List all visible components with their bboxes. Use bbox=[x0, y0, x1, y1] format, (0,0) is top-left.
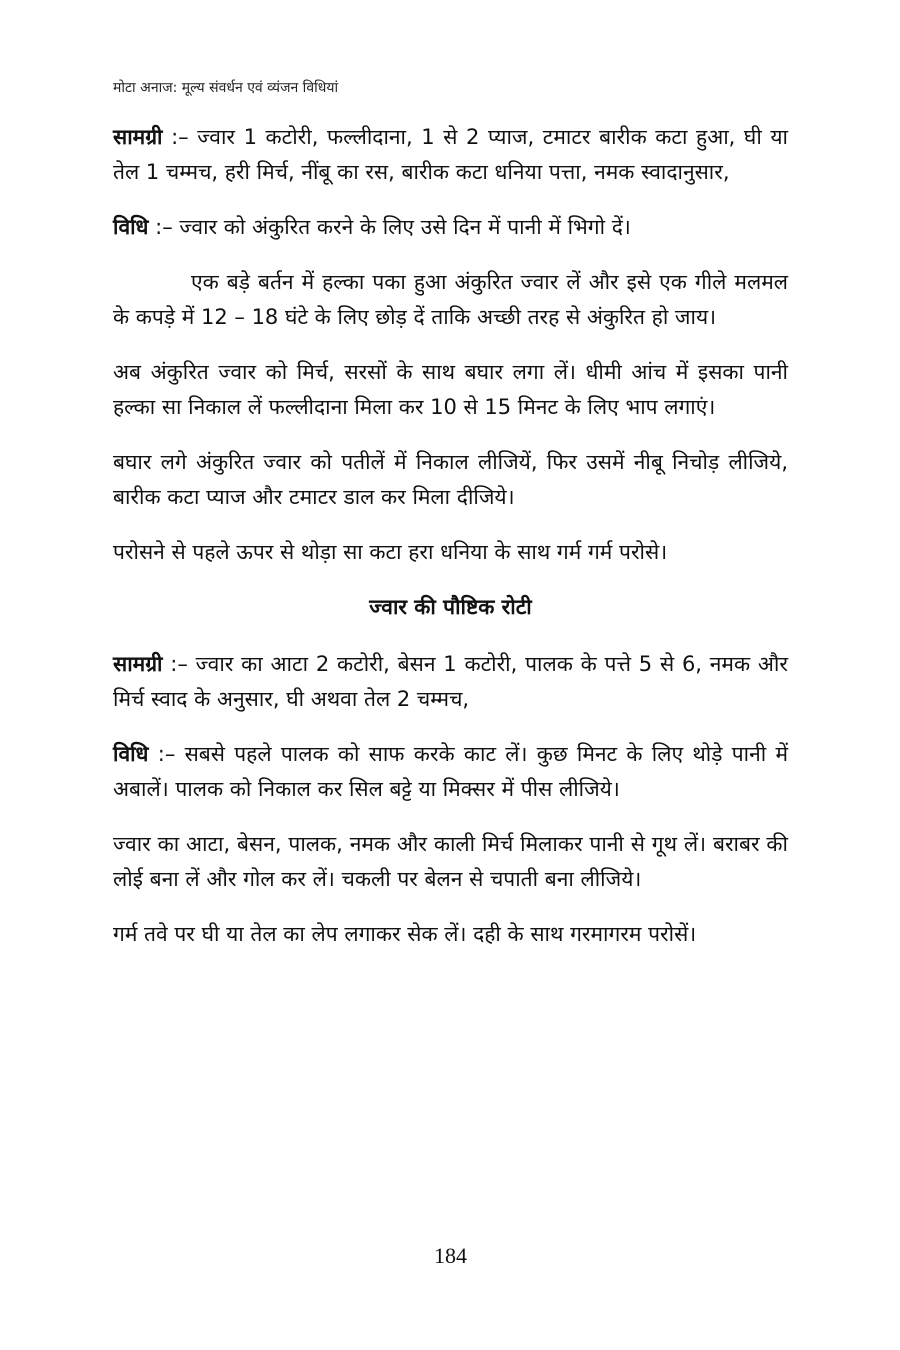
running-header: मोटा अनाज: मूल्य संवर्धन एवं व्यंजन विधियां bbox=[113, 80, 339, 96]
recipe2-step-paragraph: गर्म तवे पर घी या तेल का लेप लगाकर सेक लें। दही के साथ गरमागरम परोसें। bbox=[113, 922, 697, 946]
method-label: विधि bbox=[113, 215, 149, 239]
book-page bbox=[113, 0, 788, 1350]
recipe1-method bbox=[113, 210, 788, 245]
page-body bbox=[113, 120, 788, 972]
recipe1-step-paragraph: अब अंकुरित ज्वार को मिर्च, सरसों के साथ बघार लगा लें। धीमी आंच में इसका पानी हल्का सा निकाल लें फल्लीदाना मिला कर 10 से 15 मिनट के लिए भाप लगाएं। bbox=[113, 360, 788, 419]
page-number: 184 bbox=[434, 1243, 467, 1268]
recipe1-step-paragraph: परोसने से पहले ऊपर से थोड़ा सा कटा हरा धनिया के साथ गर्म गर्म परोसे। bbox=[113, 540, 668, 564]
ingredients-label: सामग्री bbox=[113, 125, 163, 149]
recipe2-method bbox=[113, 737, 788, 807]
method-text: :– सबसे पहले पालक को साफ करके काट लें। कुछ मिनट के लिए थोड़े पानी में अबालें। पालक को निकाल कर सिल बट्टे या मिक्सर में पीस लीजिये। bbox=[113, 742, 788, 801]
recipe1-ingredients bbox=[113, 120, 788, 190]
ingredients-text: :– ज्वार का आटा 2 कटोरी, बेसन 1 कटोरी, पालक के पत्ते 5 से 6, नमक और मिर्च स्वाद के अनुसार, घी अथवा तेल 2 चम्मच, bbox=[113, 652, 788, 711]
recipe2-title: ज्वार की पौष्टिक रोटी bbox=[369, 595, 532, 619]
ingredients-text: :– ज्वार 1 कटोरी, फल्लीदाना, 1 से 2 प्याज, टमाटर बारीक कटा हुआ, घी या तेल 1 चम्मच, हरी मिर्च, नींबू का रस, बारीक कटा धनिया पत्ता, नमक स्वादानुसार, bbox=[113, 125, 788, 184]
ingredients-label: सामग्री bbox=[113, 652, 163, 676]
recipe2-ingredients bbox=[113, 647, 788, 717]
recipe1-step-paragraph: बघार लगे अंकुरित ज्वार को पतीलें में निकाल लीजियें, फिर उसमें नीबू निचोड़ लीजिये, बारीक कटा प्याज और टमाटर डाल कर मिला दीजिये। bbox=[113, 450, 788, 509]
recipe1-step-paragraph: एक बड़े बर्तन में हल्का पका हुआ अंकुरित ज्वार लें और इसे एक गीले मलमल के कपड़े में 12 – 18 घंटे के लिए छोड़ दें ताकि अच्छी तरह से अंकुरित हो जाय। bbox=[113, 270, 788, 329]
method-text: :– ज्वार को अंकुरित करने के लिए उसे दिन में पानी में भिगो दें। bbox=[148, 215, 631, 239]
recipe2-step-paragraph: ज्वार का आटा, बेसन, पालक, नमक और काली मिर्च मिलाकर पानी से गूथ लें। बराबर की लोई बना लें और गोल कर लें। चकली पर बेलन से चपाती बना लीजिये। bbox=[113, 832, 788, 891]
method-label: विधि bbox=[113, 742, 149, 766]
